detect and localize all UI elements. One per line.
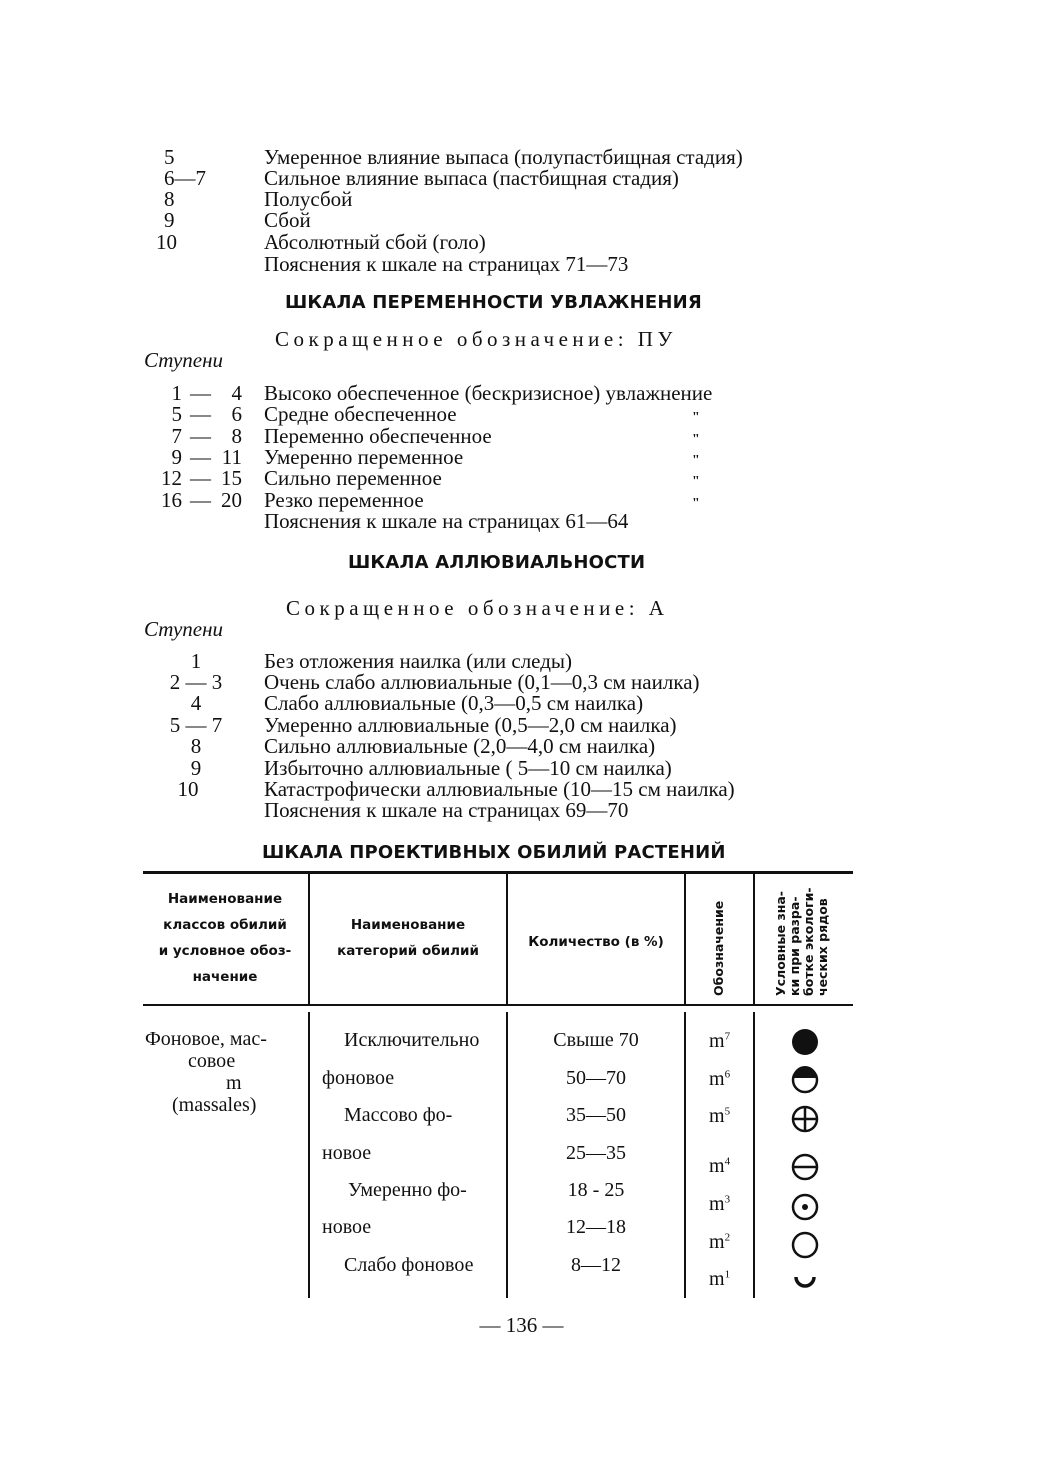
designation: $m^7$ (709, 1030, 731, 1052)
circle-minus-icon (788, 1150, 824, 1186)
step-dash: — (190, 488, 211, 512)
circle-dot-icon (788, 1190, 824, 1226)
abbreviation: Сокращенное обозначение: ПУ (275, 327, 677, 351)
step-text: Высоко обеспеченное (бескризисное) увлажнение (264, 381, 713, 405)
class-latin: (massales) (172, 1094, 257, 1116)
empty-circle-icon (788, 1228, 824, 1264)
step-dash: — (190, 424, 211, 448)
step-text: Очень слабо аллювиальные (0,1—0,3 см наилка) (264, 670, 700, 694)
column-divider (506, 1012, 508, 1298)
table-title: ШКАЛА ПРОЕКТИВНЫХ ОБИЛИЙ РАСТЕНИЙ (262, 842, 726, 863)
category-text: фоновое (322, 1067, 395, 1089)
step-text: Умеренно аллювиальные (0,5—2,0 см наилка) (264, 713, 677, 737)
step-from: 9 (171, 445, 182, 469)
step-text: Сильно переменное (264, 466, 442, 490)
category-text: Слабо фоновое (344, 1254, 474, 1276)
column-divider (506, 874, 508, 1004)
header-quantity: Количество (в %) (528, 934, 664, 950)
step-number: 5 — 7 (169, 713, 223, 737)
list-number: 10 (156, 230, 177, 254)
step-number: 4 (190, 691, 202, 715)
step-text: Умеренно переменное (264, 445, 464, 469)
step-number: 2 — 3 (169, 670, 223, 694)
class-symbol: m (226, 1072, 242, 1094)
scale-note: Пояснения к шкале на страницах 61—64 (264, 509, 629, 533)
table-top-rule (143, 871, 853, 874)
step-from: 12 (161, 466, 182, 490)
list-text: Умеренное влияние выпаса (полупастбищная стадия) (264, 145, 743, 169)
filled-circle-icon (788, 1025, 824, 1061)
designation: $m^1$ (709, 1268, 731, 1290)
step-text: Средне обеспеченное (264, 402, 457, 426)
step-dash: — (190, 445, 211, 469)
step-to: 8 (231, 424, 242, 448)
quantity-value: 50—70 (566, 1067, 626, 1089)
quantity-value: 35—50 (566, 1104, 626, 1126)
designation: $m^2$ (709, 1231, 731, 1253)
step-to: 11 (221, 445, 242, 469)
quantity-value: 18 - 25 (567, 1179, 625, 1201)
list-text: Сбой (264, 208, 311, 232)
section-title: ШКАЛА ПЕРЕМЕННОСТИ УВЛАЖНЕНИЯ (285, 292, 702, 313)
header-class: Наименование классов обилий и условное обоз- начение (158, 891, 292, 985)
steps-label: Ступени (144, 348, 224, 372)
step-text: Избыточно аллювиальные ( 5—10 см наилка) (264, 756, 672, 780)
step-text: Без отложения наилка (или следы) (264, 649, 573, 673)
header-symbols: Условные зна- ки при разра- ботке экологи- ческих рядов (773, 887, 830, 996)
step-number: 9 (190, 756, 202, 780)
list-text: Полусбой (264, 187, 353, 211)
step-dash: — (190, 466, 211, 490)
column-divider (684, 874, 686, 1004)
category-text: Исключительно (344, 1029, 480, 1051)
category-text: новое (322, 1216, 372, 1238)
step-from: 16 (161, 488, 182, 512)
circle-cross-icon (788, 1102, 824, 1138)
ditto-mark: " (692, 474, 700, 489)
category-text: новое (322, 1142, 372, 1164)
class-name: совое (188, 1050, 236, 1072)
step-to: 4 (231, 381, 242, 405)
step-text: Переменно обеспеченное (264, 424, 492, 448)
page-number: — 136 — (479, 1313, 564, 1337)
step-from: 5 (171, 402, 182, 426)
quantity-value: 25—35 (566, 1142, 626, 1164)
quantity-value: Свыше 70 (553, 1029, 639, 1051)
half-filled-circle-icon (788, 1063, 824, 1099)
ditto-mark: " (692, 496, 700, 511)
step-text: Катастрофически аллювиальные (10—15 см наилка) (264, 777, 735, 801)
step-number: 8 (190, 734, 202, 758)
step-to: 15 (221, 466, 242, 490)
class-name: Фоновое, мас- (145, 1028, 267, 1050)
header-designation: Обозначение (711, 900, 726, 996)
designation: $m^4$ (709, 1155, 731, 1177)
list-number: 9 (164, 208, 175, 232)
step-to: 20 (221, 488, 242, 512)
list-text: Сильное влияние выпаса (пастбищная стадия) (264, 166, 679, 190)
list-text: Абсолютный сбой (голо) (264, 230, 486, 254)
step-text: Сильно аллювиальные (2,0—4,0 см наилка) (264, 734, 656, 758)
designation: $m^3$ (709, 1193, 731, 1215)
open-arc-icon (788, 1268, 824, 1298)
ditto-mark: " (692, 453, 700, 468)
column-divider (753, 1012, 755, 1298)
scale-note: Пояснения к шкале на страницах 71—73 (264, 252, 629, 276)
list-number: 5 (164, 145, 175, 169)
column-divider (308, 874, 310, 1004)
step-from: 1 (171, 381, 182, 405)
column-divider (753, 874, 755, 1004)
step-text: Резко переменное (264, 488, 424, 512)
table-header-rule (143, 1004, 853, 1006)
header-category: Наименование категорий обилий (337, 917, 479, 959)
step-number: 10 (177, 777, 199, 801)
list-number: 8 (164, 187, 175, 211)
designation: $m^6$ (709, 1068, 731, 1090)
column-divider (684, 1012, 686, 1298)
designation: $m^5$ (709, 1105, 731, 1127)
step-text: Слабо аллювиальные (0,3—0,5 см наилка) (264, 691, 644, 715)
scale-note: Пояснения к шкале на страницах 69—70 (264, 798, 629, 822)
section-title: ШКАЛА АЛЛЮВИАЛЬНОСТИ (348, 552, 646, 573)
column-divider (308, 1012, 310, 1298)
abbreviation: Сокращенное обозначение: А (286, 596, 669, 620)
step-dash: — (190, 402, 211, 426)
quantity-value: 8—12 (571, 1254, 621, 1276)
quantity-value: 12—18 (566, 1216, 626, 1238)
steps-label: Ступени (144, 617, 224, 641)
category-text: Массово фо- (344, 1104, 453, 1126)
category-text: Умеренно фо- (348, 1179, 467, 1201)
step-to: 6 (231, 402, 242, 426)
ditto-mark: " (692, 410, 700, 425)
list-number: 6—7 (164, 166, 206, 190)
step-from: 7 (171, 424, 182, 448)
ditto-mark: " (692, 432, 700, 447)
step-number: 1 (190, 649, 202, 673)
step-dash: — (190, 381, 211, 405)
